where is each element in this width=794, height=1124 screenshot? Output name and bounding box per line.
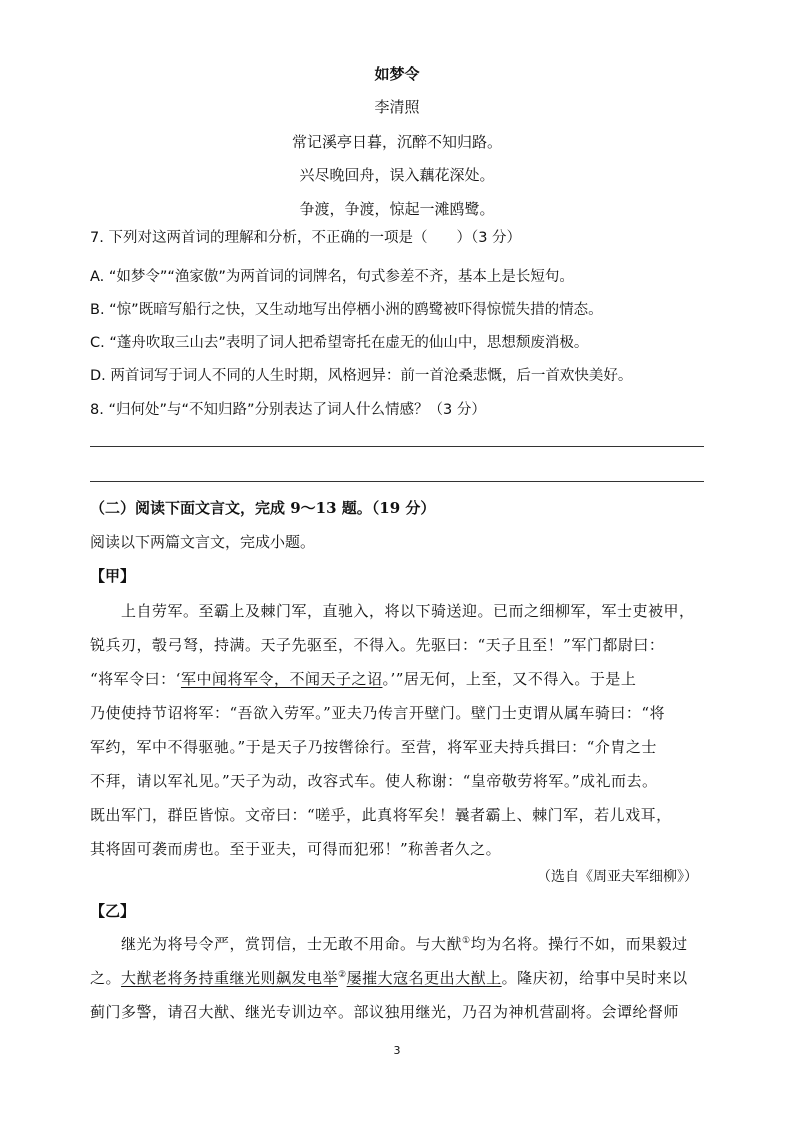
passage-jia-line: 乃使使持节诏将军：“吾欲入劳军。”亚夫乃传言开壁门。壁门士吏谓从属车骑曰：“将	[90, 704, 666, 722]
passage-jia-label: 【甲】	[90, 567, 136, 585]
passage-jia-line-3: “将军令曰：‘军中闻将军令，不闻天子之诏。’”居无何，上至，又不得入。于是上	[90, 670, 637, 688]
passage-jia-line: 上自劳军。至霸上及棘门军，直驰入，将以下骑送迎。已而之细柳军，军士吏被甲，	[121, 602, 695, 620]
passage-jia-line: 锐兵刃，彀弓弩，持满。天子先驱至，不得入。先驱曰：“天子且至！”军门都尉曰：	[90, 636, 665, 654]
poem-line-1: 常记溪亭日暮，沉醉不知归路。	[291, 133, 502, 151]
underlined-sentence: 屡摧大寇名更出大猷上	[346, 969, 502, 987]
passage-yi-label: 【乙】	[90, 902, 136, 920]
passage-yi-line-2: 之。大猷老将务持重继光则飙发电举②屡摧大寇名更出大猷上。隆庆初，给事中吴时来以	[90, 969, 688, 987]
passage-jia-line: 既出军门，群臣皆惊。文帝曰：“嗟乎，此真将军矣！曩者霸上、棘门军，若儿戏耳，	[90, 806, 672, 824]
footnote-marker: ②	[338, 970, 347, 980]
question-7-option-b: B. “惊”既暗写船行之快，又生动地写出停栖小洲的鸥鹭被吓得惊慌失措的情态。	[90, 302, 603, 318]
passage-yi-line-1: 继光为将号令严，赏罚信，士无敢不用命。与大猷①均为名将。操行不如，而果毅过	[121, 935, 688, 953]
poem-title: 如梦令	[374, 65, 420, 83]
underlined-sentence: 大猷老将务持重继光则飙发电举	[121, 969, 339, 987]
passage-jia-line: 军约，军中不得驱驰。”于是天子乃按辔徐行。至营，将军亚夫持兵揖曰：“介胄之士	[90, 738, 657, 756]
poem-author: 李清照	[374, 98, 420, 116]
question-7-stem: 7. 下列对这两首词的理解和分析，不正确的一项是（ ）（3 分）	[90, 230, 522, 246]
answer-line-1	[90, 446, 704, 447]
answer-line-2	[90, 481, 704, 482]
section-intro: 阅读以下两篇文言文，完成小题。	[90, 533, 316, 551]
underlined-sentence: 军中闻将军令，不闻天子之诏	[180, 670, 383, 688]
passage-jia-line: 不拜，请以军礼见。”天子为动，改容式车。使人称谢：“皇帝敬劳将军。”成礼而去。	[90, 772, 658, 790]
passage-jia-source: （选自《周亚夫军细柳》）	[537, 869, 698, 885]
question-7-option-c: C. “蓬舟吹取三山去”表明了词人把希望寄托在虚无的仙山中，思想颓废消极。	[90, 335, 589, 351]
page-number: 3	[393, 1044, 401, 1057]
poem-line-2: 兴尽晚回舟，误入藕花深处。	[299, 166, 495, 184]
poem-line-3: 争渡，争渡，惊起一滩鸥鹭。	[299, 200, 495, 218]
question-7-option-d: D. 两首词写于词人不同的人生时期，风格迥异：前一首沧桑悲慨，后一首欢快美好。	[90, 368, 633, 384]
question-7-option-a: A. “如梦令”“渔家傲”为两首词的词牌名，句式参差不齐，基本上是长短句。	[90, 269, 574, 285]
passage-yi-line: 蓟门多警，请召大猷、继光专训边卒。部议独用继光，乃召为神机营副将。会谭纶督师	[90, 1003, 680, 1021]
section-heading: （二）阅读下面文言文，完成 9～13 题。（19 分）	[90, 499, 436, 517]
footnote-marker: ①	[462, 936, 471, 946]
question-8-stem: 8. “归何处”与“不知归路”分别表达了词人什么情感？（3 分）	[90, 402, 486, 418]
passage-jia-line: 其将固可袭而虏也。至于亚夫，可得而犯邪！”称善者久之。	[90, 840, 502, 858]
